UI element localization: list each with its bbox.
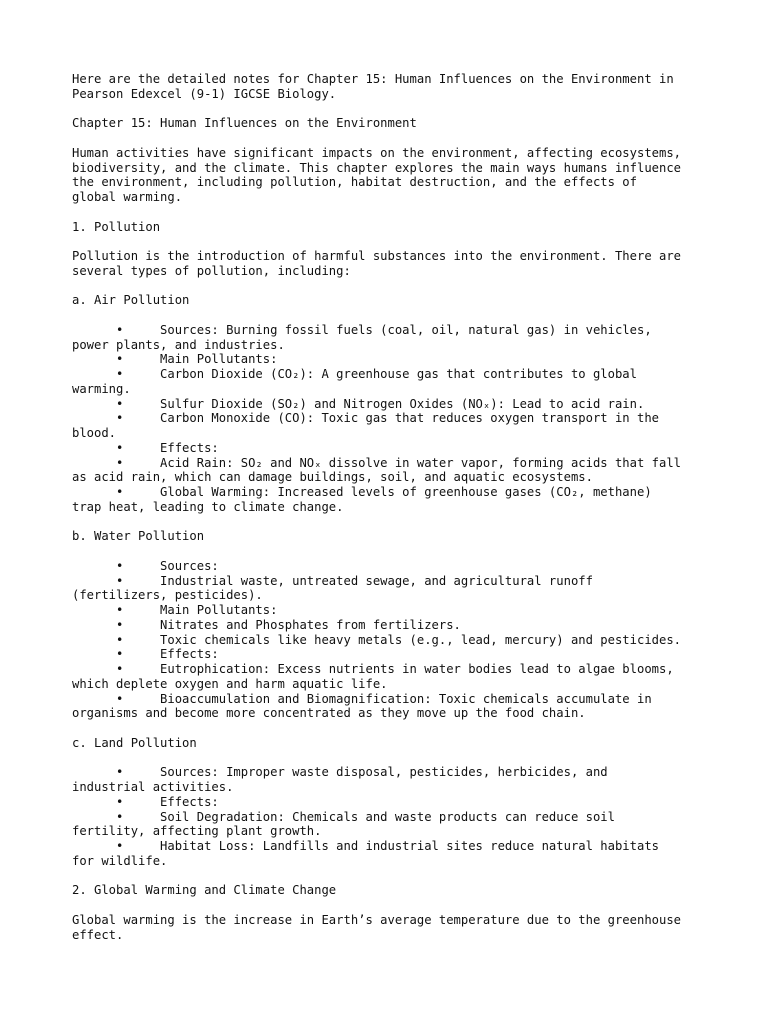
text-line: the environment, including pollution, habitat destruction, and the effects of bbox=[72, 175, 637, 190]
blank-line bbox=[72, 131, 712, 146]
text-line: several types of pollution, including: bbox=[72, 263, 351, 278]
blank-line bbox=[72, 869, 712, 884]
text-line: Pearson Edexcel (9-1) IGCSE Biology. bbox=[72, 86, 337, 101]
text-line: for wildlife. bbox=[72, 853, 168, 868]
text-line: • Bioaccumulation and Biomagnification: Toxic chemicals accumulate in bbox=[72, 691, 652, 706]
blank-line bbox=[72, 205, 712, 220]
text-line: a. Air Pollution bbox=[72, 293, 190, 308]
text-line: Pollution is the introduction of harmful substances into the environment. There are bbox=[72, 249, 682, 263]
text-line: • Carbon Monoxide (CO): Toxic gas that reduces oxygen transport in the bbox=[72, 411, 659, 426]
text-line: • Main Pollutants: bbox=[72, 352, 278, 367]
text-line: • Effects: bbox=[72, 440, 219, 455]
blank-line bbox=[72, 751, 712, 766]
text-line: • Main Pollutants: bbox=[72, 603, 278, 617]
text-line: • Habitat Loss: Landfills and industrial sites reduce natural habitats bbox=[72, 839, 659, 853]
text-line: • Sources: bbox=[72, 558, 219, 573]
text-line: effect. bbox=[72, 927, 124, 942]
text-line: • Eutrophication: Excess nutrients in water bodies lead to algae blooms, bbox=[72, 662, 674, 676]
text-line: b. Water Pollution bbox=[72, 529, 205, 544]
text-line: 1. Pollution bbox=[72, 219, 161, 234]
text-line: Global warming is the increase in Earth’s average temperature due to the greenhouse bbox=[72, 912, 682, 927]
text-line: organisms and become more concentrated as they move up the food chain. bbox=[72, 706, 586, 721]
text-line: • Nitrates and Phosphates from fertilizers. bbox=[72, 617, 461, 632]
text-line: power plants, and industries. bbox=[72, 337, 285, 352]
text-line: fertility, affecting plant growth. bbox=[72, 824, 322, 839]
text-line: • Sulfur Dioxide (SO₂) and Nitrogen Oxides (NOₓ): Lead to acid rain. bbox=[72, 396, 645, 411]
blank-line bbox=[72, 721, 712, 736]
text-line: • Sources: Improper waste disposal, pesticides, herbicides, and bbox=[72, 765, 608, 780]
text-line: Chapter 15: Human Influences on the Environment bbox=[72, 116, 417, 131]
blank-line bbox=[72, 234, 712, 249]
blank-line bbox=[72, 898, 712, 913]
text-line: 2. Global Warming and Climate Change bbox=[72, 883, 337, 898]
text-line: biodiversity, and the climate. This chapter explores the main ways humans influence bbox=[72, 160, 682, 175]
text-line: • Acid Rain: SO₂ and NOₓ dissolve in water vapor, forming acids that fall bbox=[72, 455, 682, 470]
text-line: • Toxic chemicals like heavy metals (e.g., lead, mercury) and pesticides. bbox=[72, 632, 682, 647]
blank-line bbox=[72, 308, 712, 323]
text-line: • Industrial waste, untreated sewage, and agricultural runoff bbox=[72, 573, 593, 588]
text-line: trap heat, leading to climate change. bbox=[72, 499, 344, 514]
text-line: which deplete oxygen and harm aquatic life. bbox=[72, 676, 388, 691]
text-line: as acid rain, which can damage buildings, soil, and aquatic ecosystems. bbox=[72, 470, 593, 485]
text-line: blood. bbox=[72, 426, 117, 440]
text-line: industrial activities. bbox=[72, 780, 234, 794]
blank-line bbox=[72, 515, 712, 530]
text-line: Human activities have significant impacts on the environment, affecting ecosystems, bbox=[72, 145, 682, 160]
text-line: c. Land Pollution bbox=[72, 735, 197, 750]
text-line: Here are the detailed notes for Chapter 15: Human Influences on the Environment in bbox=[72, 72, 674, 86]
text-line: • Effects: bbox=[72, 794, 219, 809]
text-line: • Carbon Dioxide (CO₂): A greenhouse gas that contributes to global bbox=[72, 367, 637, 381]
text-line: global warming. bbox=[72, 190, 183, 204]
blank-line bbox=[72, 102, 712, 117]
blank-line bbox=[72, 279, 712, 294]
text-line: • Global Warming: Increased levels of greenhouse gases (CO₂, methane) bbox=[72, 485, 652, 499]
document-body bbox=[72, 72, 712, 942]
text-line: • Sources: Burning fossil fuels (coal, oil, natural gas) in vehicles, bbox=[72, 322, 652, 337]
text-line: (fertilizers, pesticides). bbox=[72, 588, 263, 603]
text-line: • Effects: bbox=[72, 647, 219, 662]
text-line: • Soil Degradation: Chemicals and waste products can reduce soil bbox=[72, 809, 615, 824]
text-line: warming. bbox=[72, 381, 131, 396]
blank-line bbox=[72, 544, 712, 559]
